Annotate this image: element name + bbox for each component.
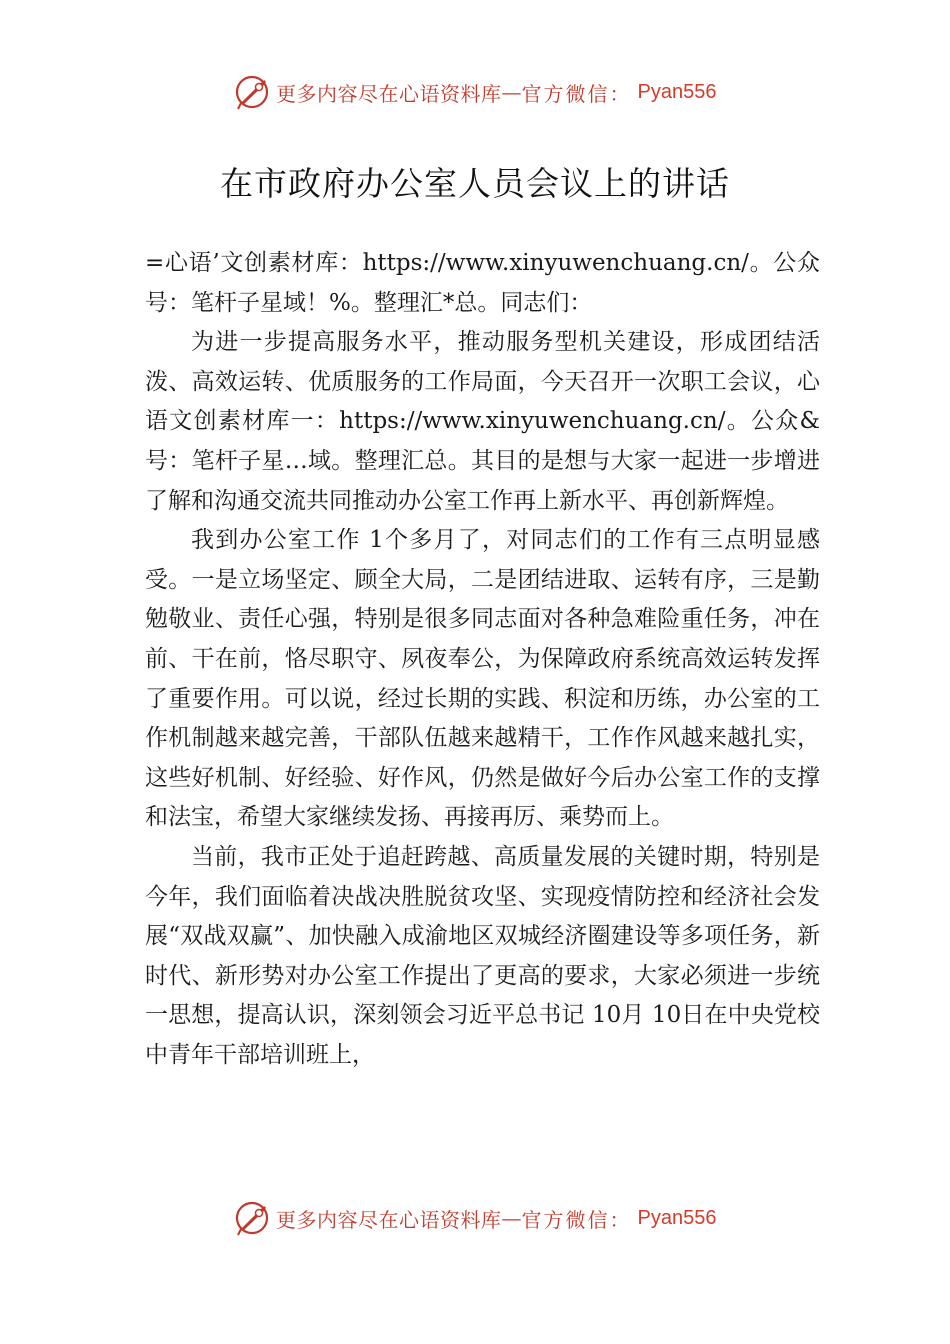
paragraph-3: 当前，我市正处于追赶跨越、高质量发展的关键时期，特别是今年，我们面临着决战决胜脱贫攻坚、实现疫情防控和经济社会发展“双战双赢”、加快融入成渝地区双城经济圈建设等多项任务，新时代、新形势对办公室工作提出了更高的要求，大家必须进一步统一思想，提高认识，深刻领会习近平总书记 10月 10日在中央党校中青年干部培训班上， — [145, 843, 820, 1068]
banner-dash: — — [501, 80, 522, 104]
banner-slogan: 更多内容尽在心语资料库 — [276, 1207, 502, 1232]
document-title: 在市政府办公室人员会议上的讲话 — [220, 164, 730, 203]
banner-wechat-id: Pyan556 — [637, 80, 717, 103]
quill-pen-logo-icon — [232, 72, 272, 112]
footer-banner — [232, 1196, 716, 1240]
banner-wechat-label: 官方微信： — [521, 1207, 632, 1232]
quill-pen-logo-icon — [232, 1198, 272, 1238]
paragraph-1: 为进一步提高服务水平，推动服务型机关建设，形成团结活泼、高效运转、优质服务的工作局面，今天召开一次职工会议，心语文创素材库一：https://www.xinyuwenchuang.cn/。公众&号：笔杆子星…域。整理汇总。其目的是想与大家一起进一步增进了解和沟通交流共同推动办公室工作再上新水平、再创新辉煌。 — [145, 329, 820, 514]
banner-dash: — — [501, 1206, 522, 1230]
header-banner — [232, 70, 716, 114]
banner-wechat-id: Pyan556 — [637, 1206, 717, 1229]
banner-wechat-label: 官方微信： — [521, 81, 632, 106]
document-body — [145, 244, 820, 1075]
paragraph-2: 我到办公室工作 1个多月了，对同志们的工作有三点明显感受。一是立场坚定、顾全大局，二是团结进取、运转有序，三是勤勉敬业、责任心强，特别是很多同志面对各种急难险重任务，冲在前、干在前，恪尽职守、夙夜奉公，为保障政府系统高效运转发挥了重要作用。可以说，经过长期的实践、积淀和历练，办公室的工作机制越来越完善，干部队伍越来越精干，工作作风越来越扎实，这些好机制、好经验、好作风，仍然是做好今后办公室工作的支撑和法宝，希望大家继续发扬、再接再厉、乘势而上。 — [145, 527, 820, 831]
banner-slogan: 更多内容尽在心语资料库 — [276, 81, 502, 106]
paragraph-intro: =心语’文创素材库：https://www.xinyuwenchuang.cn/。公众号：笔杆子星域！%。整理汇*总。同志们： — [145, 250, 820, 316]
